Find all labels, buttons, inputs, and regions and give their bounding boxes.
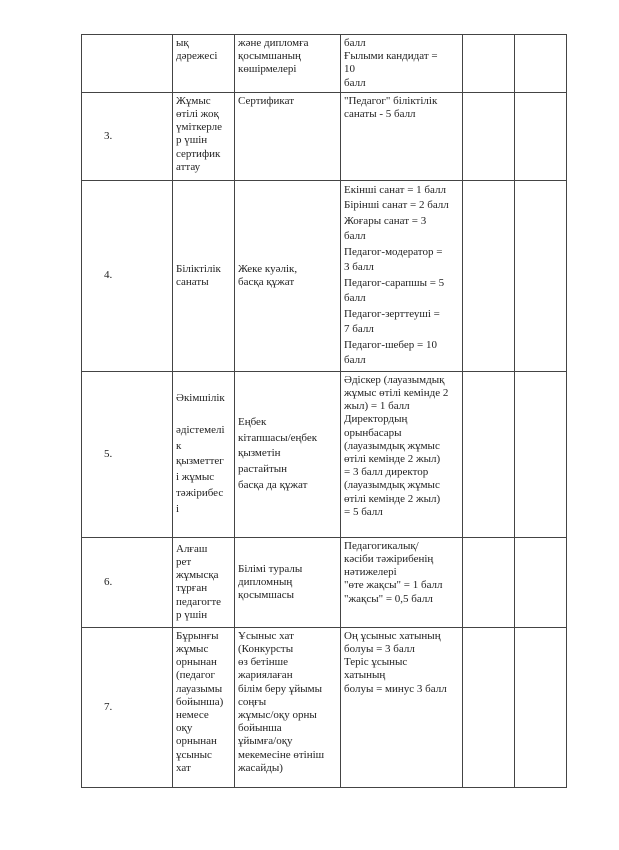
cell-line: жұмыс [176, 643, 209, 656]
cell-line: ық [176, 37, 189, 49]
points-cell [341, 92, 463, 180]
cell-line: "жақсы" = 0,5 балл [344, 592, 433, 605]
cell-line: (лауазымдық жұмыс [344, 479, 440, 492]
empty-cell [463, 627, 515, 787]
cell-line: Педагог-модератор = [344, 245, 443, 258]
points-cell [341, 180, 463, 371]
cell-line: қызметін [238, 447, 281, 460]
cell-line: орынбасары [344, 426, 402, 439]
cell-line: (лауазымдық жұмыс [344, 439, 440, 452]
cell-line: ұсыныс [176, 748, 212, 761]
cell-line: Ұсыныс хат [238, 629, 294, 642]
cell-line: балл [344, 292, 366, 305]
cell-line: орнынан [176, 735, 217, 748]
cell-line: орнынан [176, 656, 217, 669]
document-cell [235, 35, 341, 93]
row-number: 7. [104, 700, 113, 713]
row-number: 5. [104, 447, 113, 460]
cell-line: = 5 балл [344, 505, 383, 518]
empty-cell [515, 180, 567, 371]
empty-cell [463, 35, 515, 93]
cell-line: жұмыс өтілі кемінде 2 [344, 387, 449, 400]
table-row [82, 180, 567, 371]
cell-line: басқа да құжат [238, 479, 308, 491]
cell-line: Біліктілік [176, 262, 221, 275]
row-number: 6. [104, 575, 113, 588]
cell-line: кітапшасы/еңбек [238, 431, 318, 444]
cell-line: і [176, 502, 180, 515]
criterion-cell [173, 180, 235, 371]
cell-line: Ғылыми кандидат = [344, 50, 438, 63]
empty-cell [463, 180, 515, 371]
cell-line: сертифик [176, 147, 221, 160]
cell-line: Теріс ұсыныс [344, 656, 408, 669]
cell-line: хат [176, 761, 191, 774]
cell-line: оқу [176, 722, 193, 735]
cell-line: Бұрынғы [176, 629, 219, 642]
points-cell [341, 537, 463, 627]
empty-cell [515, 627, 567, 787]
cell-line: немесе [176, 709, 209, 722]
document-cell [235, 537, 341, 627]
cell-line: Екінші санат = 1 балл [344, 183, 446, 196]
cell-line: "Педагог" біліктілік [344, 94, 438, 107]
empty-cell [515, 537, 567, 627]
criterion-cell [173, 35, 235, 93]
empty-cell [515, 35, 567, 93]
document-cell [235, 371, 341, 537]
cell-line: хатының [344, 669, 386, 682]
cell-line: дәрежесі [176, 50, 218, 63]
cell-line: Әдіскер (лауазымдық [344, 373, 445, 386]
cell-line: Педагогикалық/ [344, 539, 419, 552]
cell-line: мекемесіне өтініш [238, 748, 325, 761]
cell-line: жариялаған [238, 669, 293, 682]
cell-line: білім беру ұйымы [238, 682, 322, 695]
cell-line: лауазымы [176, 682, 223, 695]
cell-line: жыл) = 1 балл [344, 400, 410, 413]
cell-line: өтілі кемінде 2 жыл) [344, 492, 441, 505]
cell-line: балл [344, 76, 366, 89]
cell-line: өтілі кемінде 2 жыл) [344, 453, 441, 466]
table-row [82, 537, 567, 627]
cell-line: р үшін [176, 134, 208, 147]
cell-line: санаты [176, 275, 209, 288]
cell-line: (Конкурсты [238, 643, 294, 656]
cell-line: Білімі туралы [238, 562, 303, 575]
cell-line: балл [344, 354, 366, 367]
row-number: 4. [104, 269, 113, 282]
cell-line: р үшін [176, 608, 208, 621]
cell-line: Оң ұсыныс хатының [344, 629, 441, 642]
cell-line: = 3 балл директор [344, 466, 429, 479]
cell-line: және дипломға [238, 37, 309, 49]
cell-line: Педагог-зерттеуші = [344, 307, 440, 320]
cell-line: Сертификат [238, 94, 294, 107]
cell-line: Педагог-сарапшы = 5 [344, 276, 445, 289]
cell-line: қосымшасы [238, 588, 294, 601]
cell-line: жұмыс/оқу орны [238, 709, 317, 722]
empty-cell [463, 92, 515, 180]
document-cell [235, 92, 341, 180]
cell-line: соңғы [238, 695, 267, 708]
cell-line: "өте жақсы" = 1 балл [344, 579, 443, 592]
row-number-cell [82, 627, 173, 787]
cell-line: і жұмыс [176, 471, 215, 484]
cell-line: Алғаш [176, 542, 208, 555]
points-cell [341, 371, 463, 537]
table-row [82, 92, 567, 180]
cell-line: Әкімшілік [176, 392, 225, 405]
cell-line: ұйымға/оқу [238, 735, 293, 748]
criterion-cell [173, 537, 235, 627]
empty-cell [515, 371, 567, 537]
cell-line: 7 балл [344, 323, 374, 336]
points-cell [341, 627, 463, 787]
cell-line: болуы = 3 балл [344, 643, 415, 656]
cell-line: нәтижелері [344, 566, 397, 579]
cell-line: 10 [344, 63, 355, 76]
empty-cell [463, 371, 515, 537]
cell-line: Педагог-шебер = 10 [344, 338, 437, 351]
empty-cell [515, 92, 567, 180]
cell-line: тәжірибес [176, 487, 224, 499]
cell-line: Жұмыс [176, 94, 211, 107]
empty-cell [463, 537, 515, 627]
cell-line: өз бетінше [238, 656, 289, 669]
cell-line: Директордың [344, 413, 408, 426]
cell-line: 3 балл [344, 261, 374, 274]
criterion-cell [173, 371, 235, 537]
cell-line: көшірмелері [238, 63, 297, 76]
evaluation-criteria-table [81, 34, 567, 788]
cell-line: санаты - 5 балл [344, 108, 416, 121]
document-cell [235, 627, 341, 787]
cell-line: бойынша [238, 722, 282, 735]
cell-line: болуы = минус 3 балл [344, 682, 447, 695]
cell-line: Бірінші санат = 2 балл [344, 199, 449, 212]
row-number-cell [82, 180, 173, 371]
document-cell [235, 180, 341, 371]
row-number-cell [82, 35, 173, 93]
cell-line: кәсіби тәжірибенің [344, 553, 434, 566]
row-number-cell [82, 537, 173, 627]
points-cell [341, 35, 463, 93]
table-row [82, 627, 567, 787]
cell-line: басқа құжат [238, 275, 295, 288]
cell-line: балл [344, 230, 366, 243]
cell-line: аттау [176, 160, 201, 173]
row-number-cell [82, 371, 173, 537]
cell-line: Еңбек [238, 415, 267, 428]
cell-line: жасайды) [238, 761, 283, 774]
cell-line: к [176, 439, 182, 452]
cell-line: педагогте [176, 595, 222, 608]
cell-line: үміткерле [176, 121, 223, 134]
cell-line: рет [176, 555, 192, 568]
cell-line: растайтын [238, 463, 288, 476]
table-row [82, 35, 567, 93]
row-number: 3. [104, 129, 113, 142]
row-number-cell [82, 92, 173, 180]
criterion-cell [173, 92, 235, 180]
cell-line: балл [344, 37, 366, 49]
cell-line: Жоғары санат = 3 [344, 214, 427, 227]
cell-line: дипломның [238, 575, 293, 588]
cell-line: (педагог [176, 669, 216, 682]
table-row [82, 371, 567, 537]
line-gap [176, 407, 231, 423]
cell-line: Жеке куәлік, [238, 262, 298, 275]
cell-line: тұрған [176, 582, 208, 595]
criterion-cell [173, 627, 235, 787]
cell-line: қосымшаның [238, 50, 301, 63]
cell-line: жұмысқа [176, 569, 219, 582]
cell-line: бойынша) [176, 695, 224, 708]
cell-line: әдістемелі [176, 423, 225, 436]
cell-line: қызметтег [176, 455, 224, 468]
cell-line: өтілі жоқ [176, 108, 219, 121]
